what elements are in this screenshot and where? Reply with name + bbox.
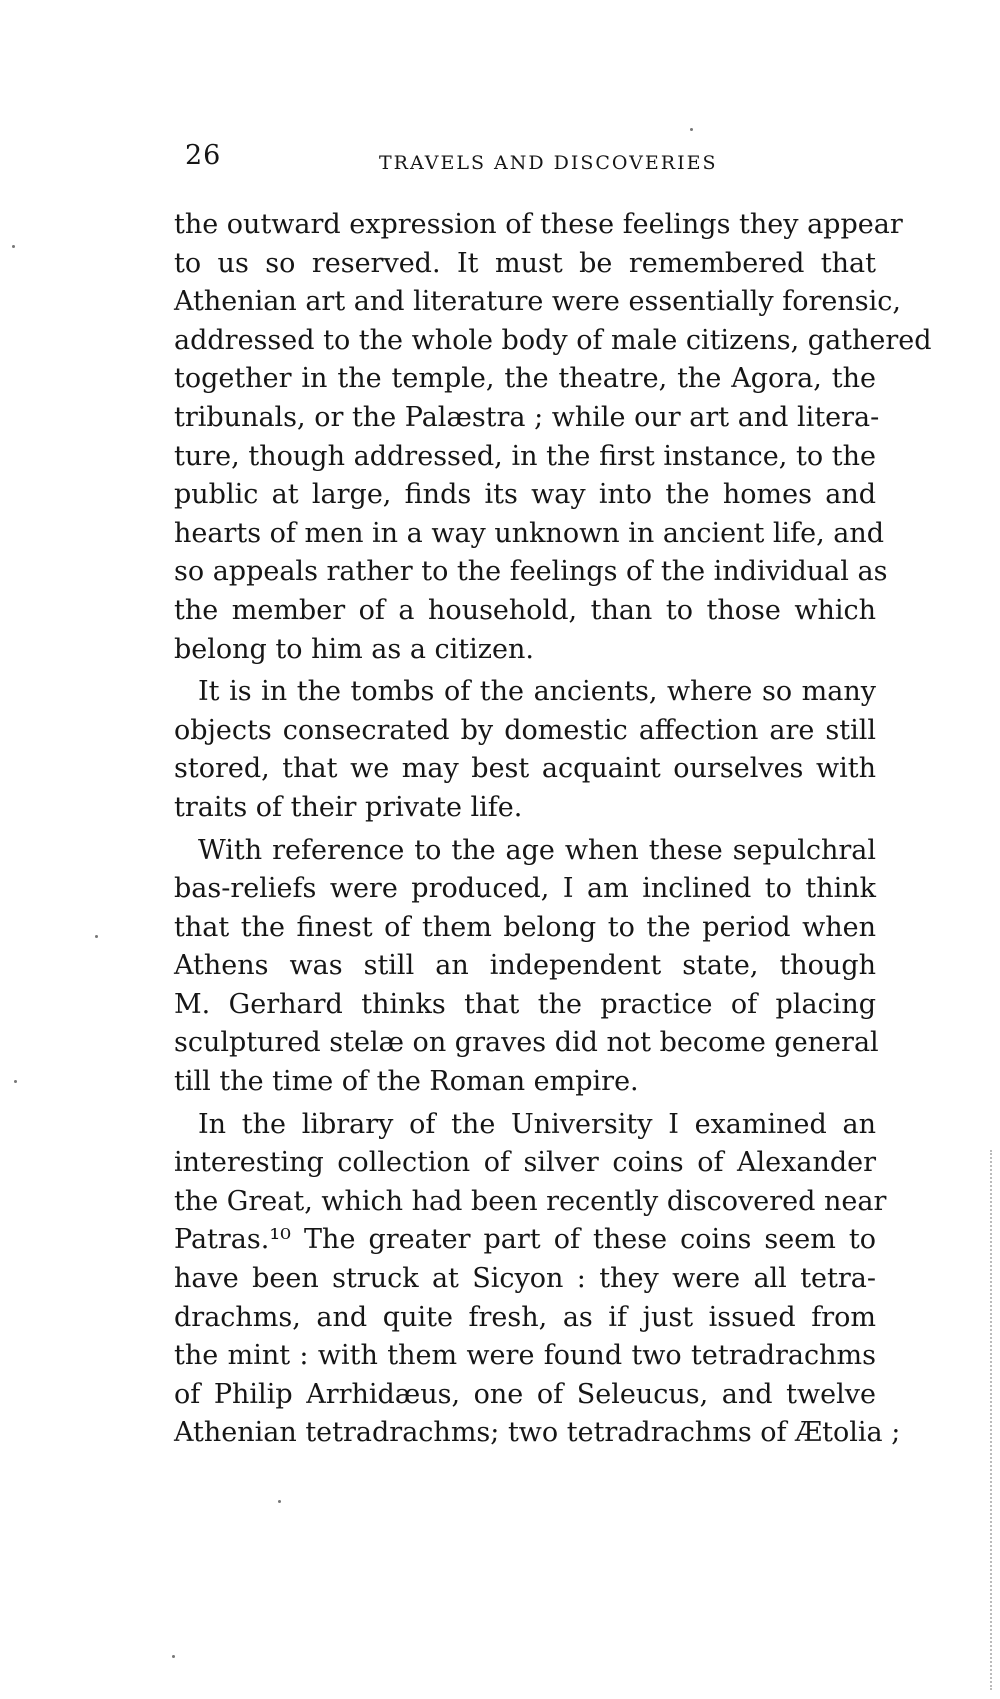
scan-speck [690,128,693,131]
text-line: of Philip Arrhidæus, one of Seleucus, and twelve [174,1378,876,1410]
text-line: that the finest of them belong to the period when [174,911,876,943]
paragraph-3 [174,832,879,1102]
text-line: bas-reliefs were produced, I am inclined to think [174,873,876,905]
text-line: With reference to the age when these sepulchral [198,834,876,866]
text-line: traits of their private life. [174,791,523,823]
page-number: 26 [185,140,222,171]
body-text [174,206,932,1453]
text-line: sculptured stelæ on graves did not become general [174,1027,879,1059]
page-header [185,140,875,184]
text-line: till the time of the Roman empire. [174,1066,639,1098]
text-line: the mint : with them were found two tetradrachms [174,1340,876,1372]
text-line: the Great, which had been recently discovered near [174,1185,887,1217]
paragraph-1 [174,206,932,669]
text-line: Athens was still an independent state, though [174,950,876,982]
text-line: addressed to the whole body of male citizens, gathered [174,324,932,356]
text-line: have been struck at Sicyon : they were all tetra- [174,1263,876,1295]
text-line: drachms, and quite fresh, as if just issued from [174,1301,876,1333]
scan-edge-marks [984,1150,992,1690]
paragraph-2 [174,673,876,827]
text-line: stored, that we may best acquaint ourselves with [174,753,876,785]
scan-speck [172,1655,175,1658]
running-head: TRAVELS AND DISCOVERIES [379,152,718,174]
text-line: Athenian art and literature were essentially forensic, [174,286,901,318]
text-line: belong to him as a citizen. [174,633,534,665]
paragraph-4 [174,1106,901,1453]
text-line: ture, though addressed, in the first instance, to the [174,440,876,472]
text-line: M. Gerhard thinks that the practice of placing [174,988,876,1020]
text-line: together in the temple, the theatre, the Agora, the [174,363,876,395]
text-line: tribunals, or the Palæstra ; while our art and litera- [174,401,880,433]
text-line: It is in the tombs of the ancients, where so many [198,676,876,708]
text-line: Athenian tetradrachms; two tetradrachms of Ætolia ; [174,1417,901,1449]
text-line: public at large, finds its way into the homes and [174,479,876,511]
text-line: to us so reserved. It must be remembered that [174,247,876,279]
scan-speck [278,1500,281,1503]
text-line: the outward expression of these feelings they appear [174,209,903,240]
text-line: the member of a household, than to those which [174,594,876,626]
text-line: interesting collection of silver coins of Alexander [174,1147,876,1179]
scan-speck [95,935,98,938]
text-line: Patras.¹⁰ The greater part of these coins seem to [174,1224,876,1256]
scan-speck [14,1080,17,1083]
text-line: In the library of the University I examined an [198,1108,876,1140]
text-line: objects consecrated by domestic affection are still [174,714,876,746]
scan-speck [12,245,15,248]
text-line: hearts of men in a way unknown in ancient life, and [174,517,885,549]
text-line: so appeals rather to the feelings of the individual as [174,556,888,588]
